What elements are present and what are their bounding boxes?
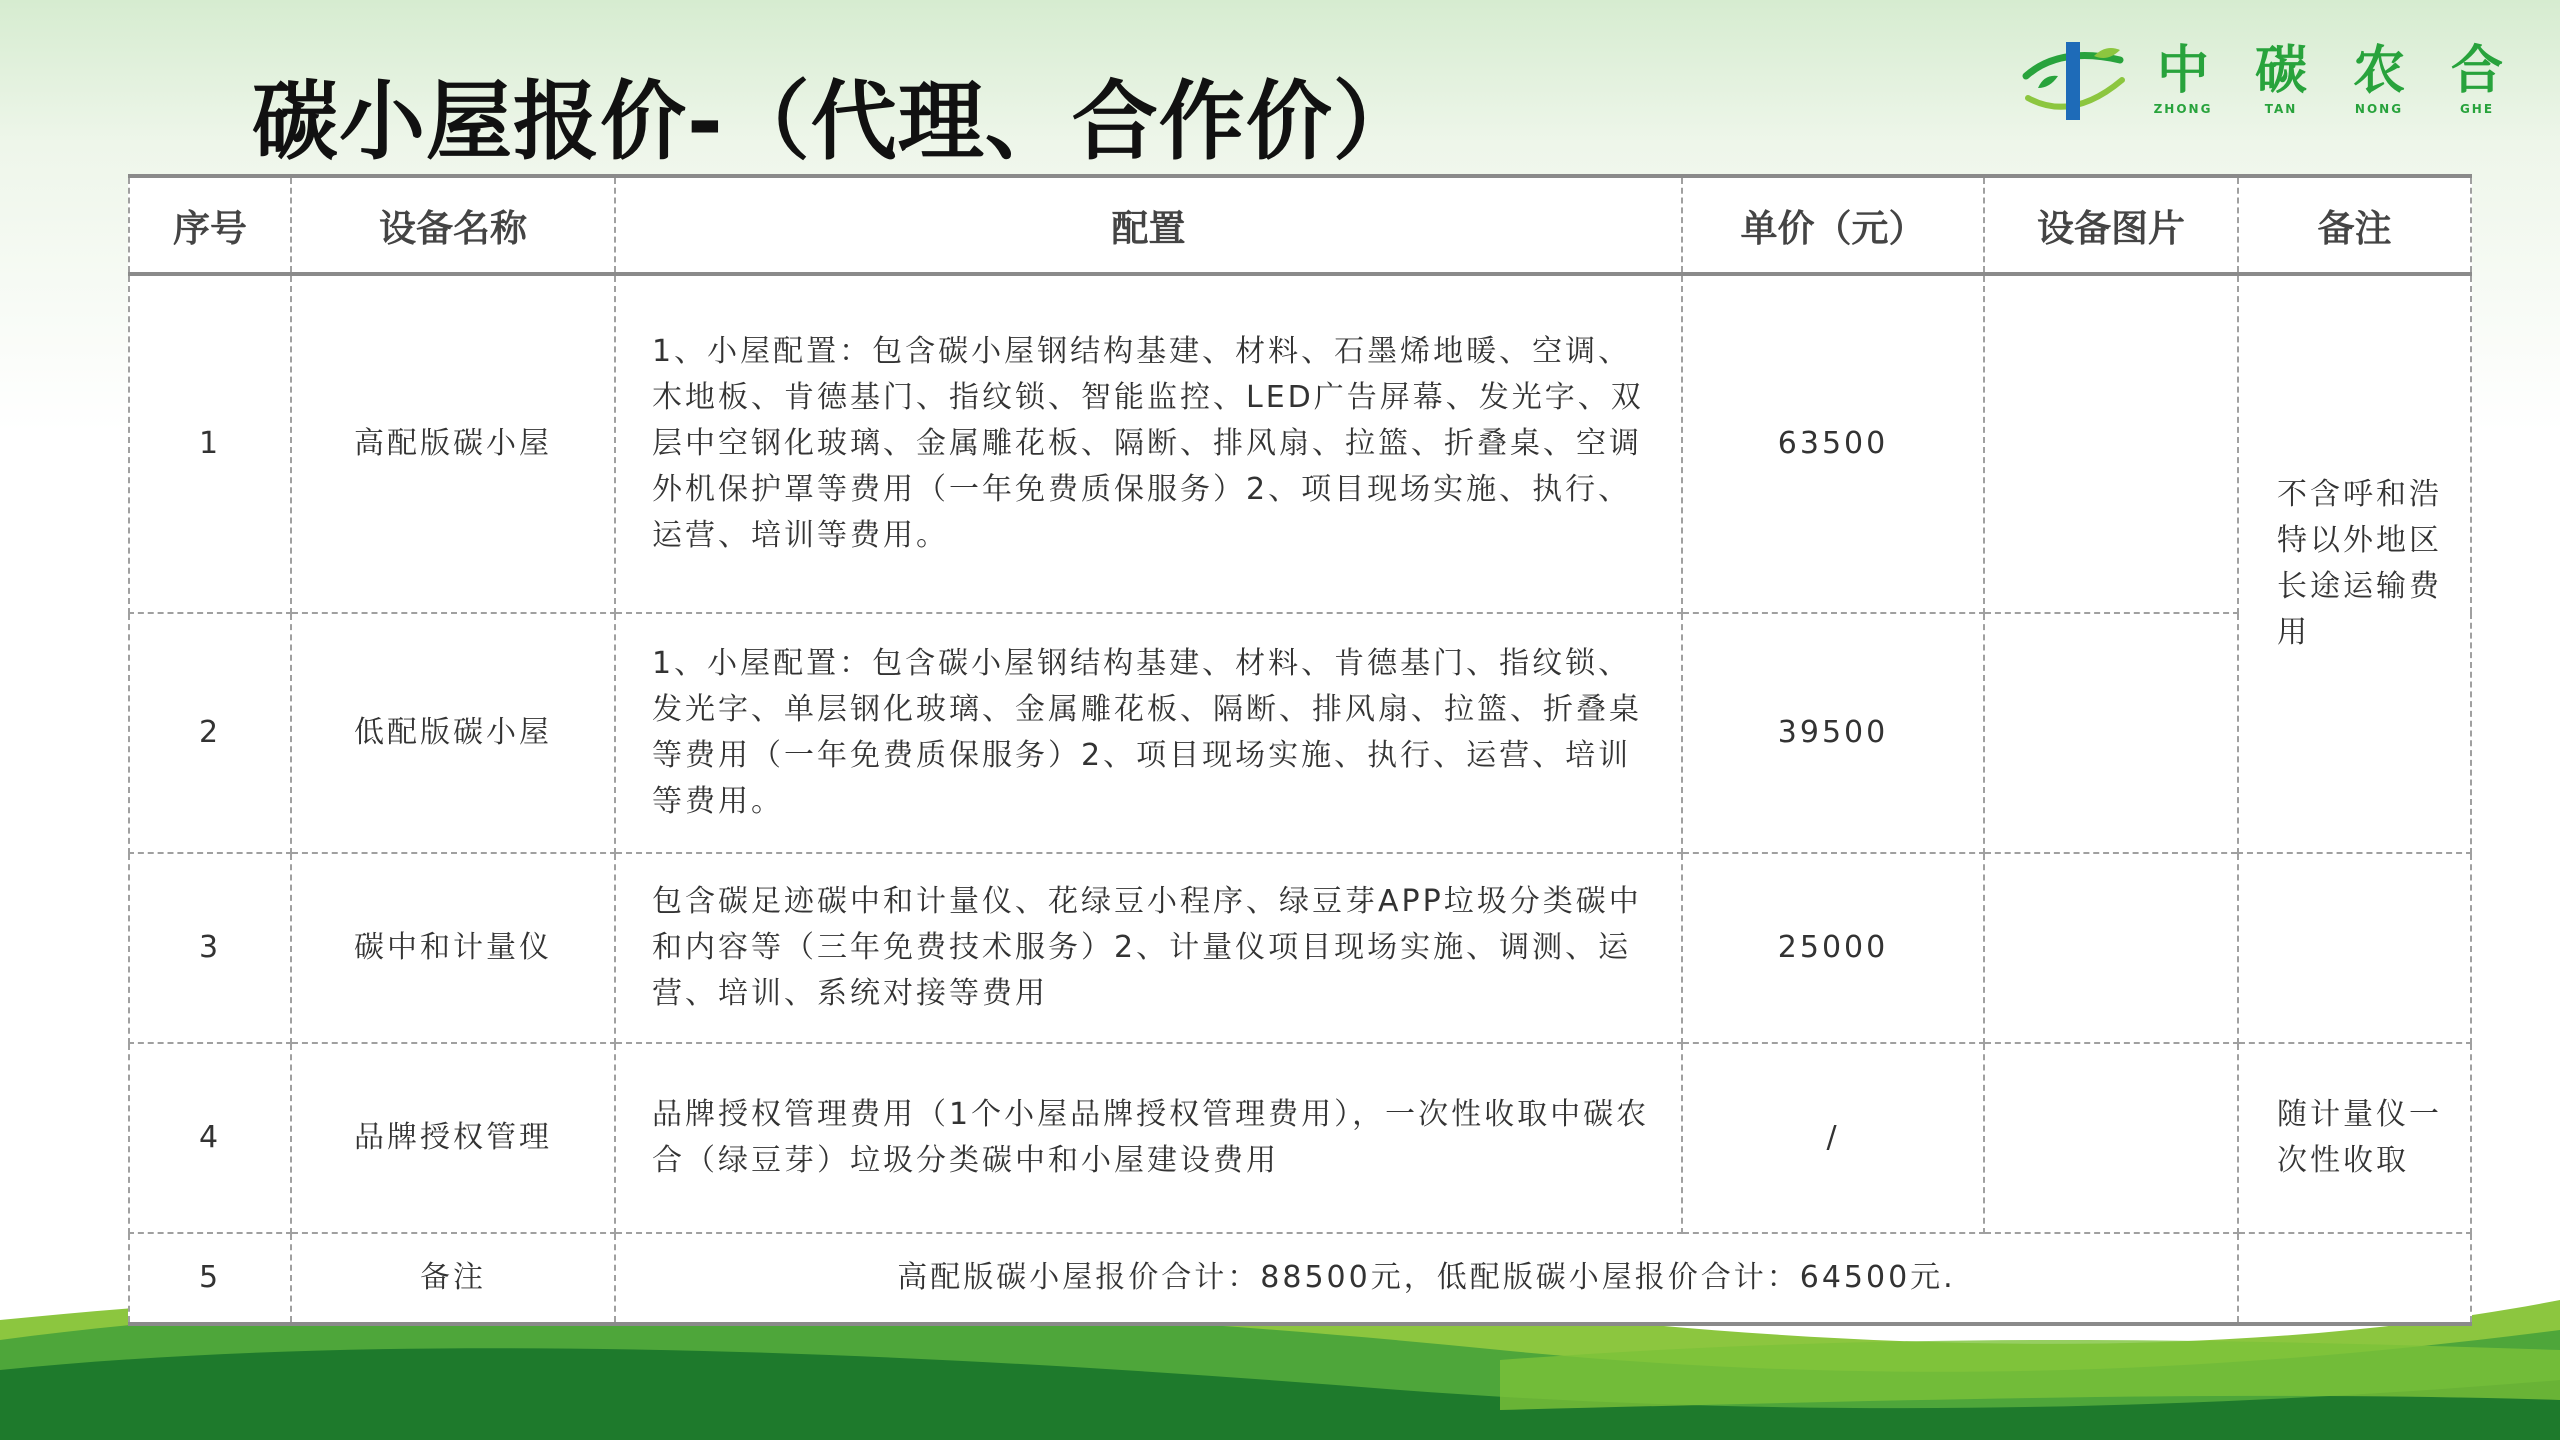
cell-configuration: 1、小屋配置：包含碳小屋钢结构基建、材料、肯德基门、指纹锁、发光字、单层钢化玻璃、金属雕花板、隔断、排风扇、拉篮、折叠桌等费用（一年免费质保服务）2、项目现场实施、执行、运营、培训等费用。 <box>615 613 1682 853</box>
logo-char: 合 <box>2450 41 2503 101</box>
logo-char: 农 <box>2352 41 2405 101</box>
cell-unit-price: / <box>1682 1043 1984 1233</box>
cell-total-summary: 高配版碳小屋报价合计：88500元，低配版碳小屋报价合计：64500元. <box>615 1233 2238 1324</box>
logo-text <box>2148 36 2528 126</box>
cell-remark <box>2238 1233 2471 1324</box>
table-row <box>129 853 2471 1043</box>
cell-device-name: 品牌授权管理 <box>291 1043 615 1233</box>
table-row <box>129 274 2471 613</box>
cell-shared-remark: 不含呼和浩特以外地区长途运输费用 <box>2238 274 2471 853</box>
slide-title: 碳小屋报价-（代理、合作价） <box>252 72 1420 172</box>
header-unit-price: 单价（元） <box>1682 176 1984 274</box>
logo-char: 碳 <box>2254 41 2307 101</box>
cell-unit-price: 39500 <box>1682 613 1984 853</box>
table-row <box>129 613 2471 853</box>
header-configuration: 配置 <box>615 176 1682 274</box>
brand-logo <box>2020 36 2530 126</box>
cell-device-name: 低配版碳小屋 <box>291 613 615 853</box>
logo-pinyin: TAN <box>2264 102 2298 116</box>
header-index: 序号 <box>129 176 291 274</box>
cell-device-image <box>1984 853 2238 1043</box>
table-row <box>129 1043 2471 1233</box>
cell-device-image <box>1984 1043 2238 1233</box>
cell-configuration: 包含碳足迹碳中和计量仪、花绿豆小程序、绿豆芽APP垃圾分类碳中和内容等（三年免费技术服务）2、计量仪项目现场实施、调测、运营、培训、系统对接等费用 <box>615 853 1682 1043</box>
cell-unit-price: 25000 <box>1682 853 1984 1043</box>
header-remarks: 备注 <box>2238 176 2471 274</box>
cell-configuration: 1、小屋配置：包含碳小屋钢结构基建、材料、石墨烯地暖、空调、木地板、肯德基门、指纹锁、智能监控、LED广告屏幕、发光字、双层中空钢化玻璃、金属雕花板、隔断、排风扇、拉篮、折叠桌、空调外机保护罩等费用（一年免费质保服务）2、项目现场实施、执行、运营、培训等费用。 <box>615 274 1682 613</box>
cell-index: 2 <box>129 613 291 853</box>
cell-index: 5 <box>129 1233 291 1324</box>
cell-remark: 随计量仪一次性收取 <box>2238 1043 2471 1233</box>
header-device-name: 设备名称 <box>291 176 615 274</box>
cell-device-image <box>1984 274 2238 613</box>
logo-pinyin: ZHONG <box>2153 102 2213 116</box>
table-row <box>129 1233 2471 1324</box>
price-table <box>128 174 2472 1326</box>
cell-device-name: 高配版碳小屋 <box>291 274 615 613</box>
table-header-row <box>129 176 2471 274</box>
logo-char: 中 <box>2156 41 2209 101</box>
cell-device-image <box>1984 613 2238 853</box>
cell-device-name: 备注 <box>291 1233 615 1324</box>
cell-configuration: 品牌授权管理费用（1个小屋品牌授权管理费用），一次性收取中碳农合（绿豆芽）垃圾分类碳中和小屋建设费用 <box>615 1043 1682 1233</box>
cell-unit-price: 63500 <box>1682 274 1984 613</box>
cell-index: 1 <box>129 274 291 613</box>
logo-pinyin: NONG <box>2354 102 2404 116</box>
cell-index: 4 <box>129 1043 291 1233</box>
logo-mark-icon <box>2020 36 2130 126</box>
header-device-image: 设备图片 <box>1984 176 2238 274</box>
cell-index: 3 <box>129 853 291 1043</box>
logo-pinyin: GHE <box>2459 102 2495 116</box>
cell-remark <box>2238 853 2471 1043</box>
cell-device-name: 碳中和计量仪 <box>291 853 615 1043</box>
